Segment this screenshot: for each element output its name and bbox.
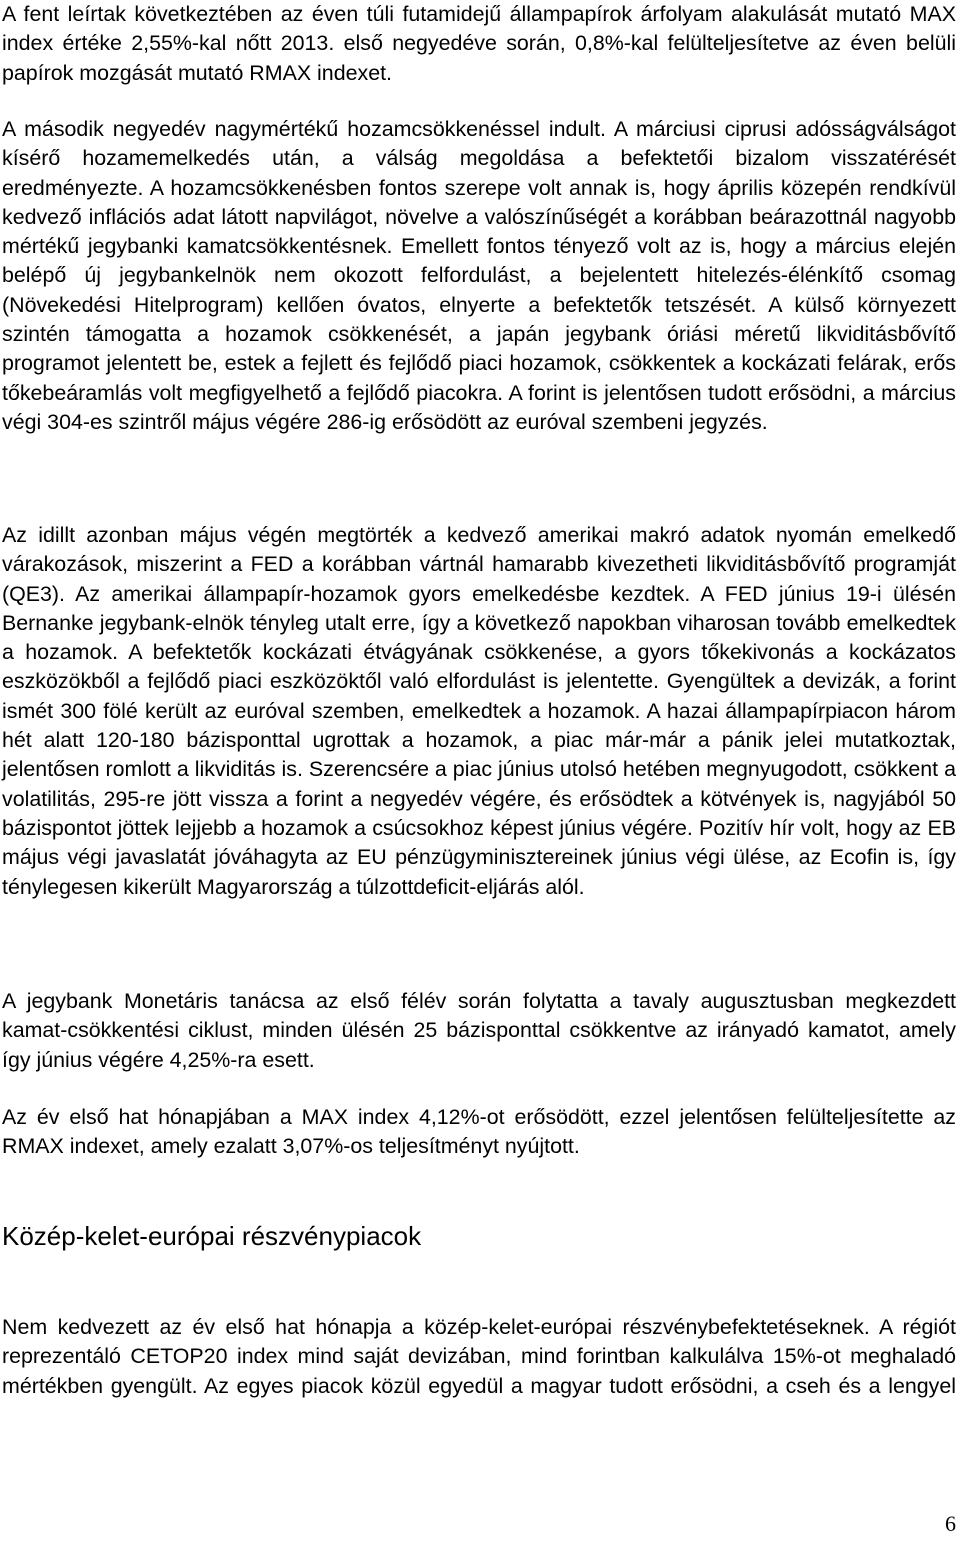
- paragraph-text: A jegybank Monetáris tanácsa az első félév során folytatta a tavaly augusztusban megkezdett kamat-csökkentési ciklust, minden ülésén 25 bázisponttal csökkentve az irányadó kamatot, amely így június végére 4,25%-ra esett.: [2, 989, 956, 1072]
- page-number: 6: [945, 1511, 956, 1536]
- paragraph-monetary-council: [2, 987, 956, 1075]
- paragraph-max-index-h1: [2, 1103, 956, 1162]
- paragraph-text: A második negyedév nagymértékű hozamcsökkenéssel indult. A márciusi ciprusi adósságválságot kísérő hozamemelkedés után, a válság megoldása a befektetői bizalom visszatérését eredményezte. A hozamcsökkenésben fontos szerepe volt annak is, hogy április közepén rendkívül kedvező inflációs adat látott napvilágot, növelve a valószínűségét a korábban beárazottnál nagyobb mértékű jegybanki kamatcsökkentésnek. Emellett fontos tényező volt az is, hogy a március elején belépő új jegybankelnök nem okozott felfordulást, a bejelentett hitelezés-élénkítő csomag (Növekedési Hitelprogram) kellően óvatos, elnyerte a befektetők tetszését. A külső környezett szintén támogatta a hozamok csökkenését, a japán jegybank óriási méretű likviditásbővítő programot jelentett be, estek a fejlett és fejlődő piaci hozamok, csökkentek a kockázati felárak, erős tőkebeáramlás volt megfigyelhető a fejlődő piacokra. A forint is jelentősen tudott erősödni, a március végi 304-es szintről május végére 286-ig erősödött az euróval szembeni jegyzés.: [2, 117, 956, 434]
- paragraph-text: Az év első hat hónapjában a MAX index 4,12%-ot erősödött, ezzel jelentősen felülteljesítette az RMAX indexet, amely ezalatt 3,07%-os teljesítményt nyújtott.: [2, 1105, 956, 1159]
- paragraph-max-index-q1: [2, 0, 956, 88]
- paragraph-q2-yield-decline: [2, 115, 956, 437]
- paragraph-text: A fent leírtak következtében az éven túli futamidejű állampapírok árfolyam alakulását mutató MAX index értéke 2,55%-kal nőtt 2013. első negyedéve során, 0,8%-kal felülteljesítetve az éven belüli papírok mozgását mutató RMAX indexet.: [2, 2, 956, 85]
- paragraph-text: Az idillt azonban május végén megtörték a kedvező amerikai makró adatok nyomán emelkedő várakozások, miszerint a FED a korábban vártnál hamarabb kivezetheti likviditásbővítő programját (QE3). Az amerikai állampapír-hozamok gyors emelkedésbe kezdtek. A FED június 19-i ülésén Bernanke jegybank-elnök tényleg utalt erre, így a következő napokban viharosan tovább emelkedtek a hozamok. A befektetők kockázati étvágyának csökkenése, a gyors tőkekivonás a kockázatos eszközökből a fejlődő piaci eszközöktől való elfordulást is jelentette. Gyengültek a devizák, a forint ismét 300 fölé került az euróval szemben, emelkedtek a hozamok. A hazai állampapírpiacon három hét alatt 120-180 bázisponttal ugrottak a hozamok, a piac már-már a pánik jelei mutatkoztak, jelentősen romlott a likviditás is. Szerencsére a piac június utolsó hetében megnyugodott, csökkent a volatilitás, 295-re jött vissza a forint a negyedév végére, és erősödtek a kötvények is, nagyjából 50 bázispontot jöttek lejjebb a hozamok a csúcsokhoz képest június végére. Pozitív hír volt, hogy az EB május végi javaslatát jóváhagyta az EU pénzügyminisztereinek június végi ülése, az Ecofin is, így ténylegesen kikerült Magyarország a túlzottdeficit-eljárás alól.: [2, 523, 956, 899]
- paragraph-text: Nem kedvezett az év első hat hónapja a közép-kelet-európai részvénybefektetéseknek. A régiót reprezentáló CETOP20 index mind saját devizában, mind forintban kalkulálva 15%-ot meghaladó mértékben gyengült. Az egyes piacok közül egyedül a magyar tudott erősödni, a cseh és a lengyel: [2, 1315, 956, 1398]
- section-heading: Közép-kelet-európai részvénypiacok: [2, 1221, 422, 1251]
- paragraph-fed-qe3: [2, 521, 956, 902]
- paragraph-cee-equities: [2, 1313, 956, 1401]
